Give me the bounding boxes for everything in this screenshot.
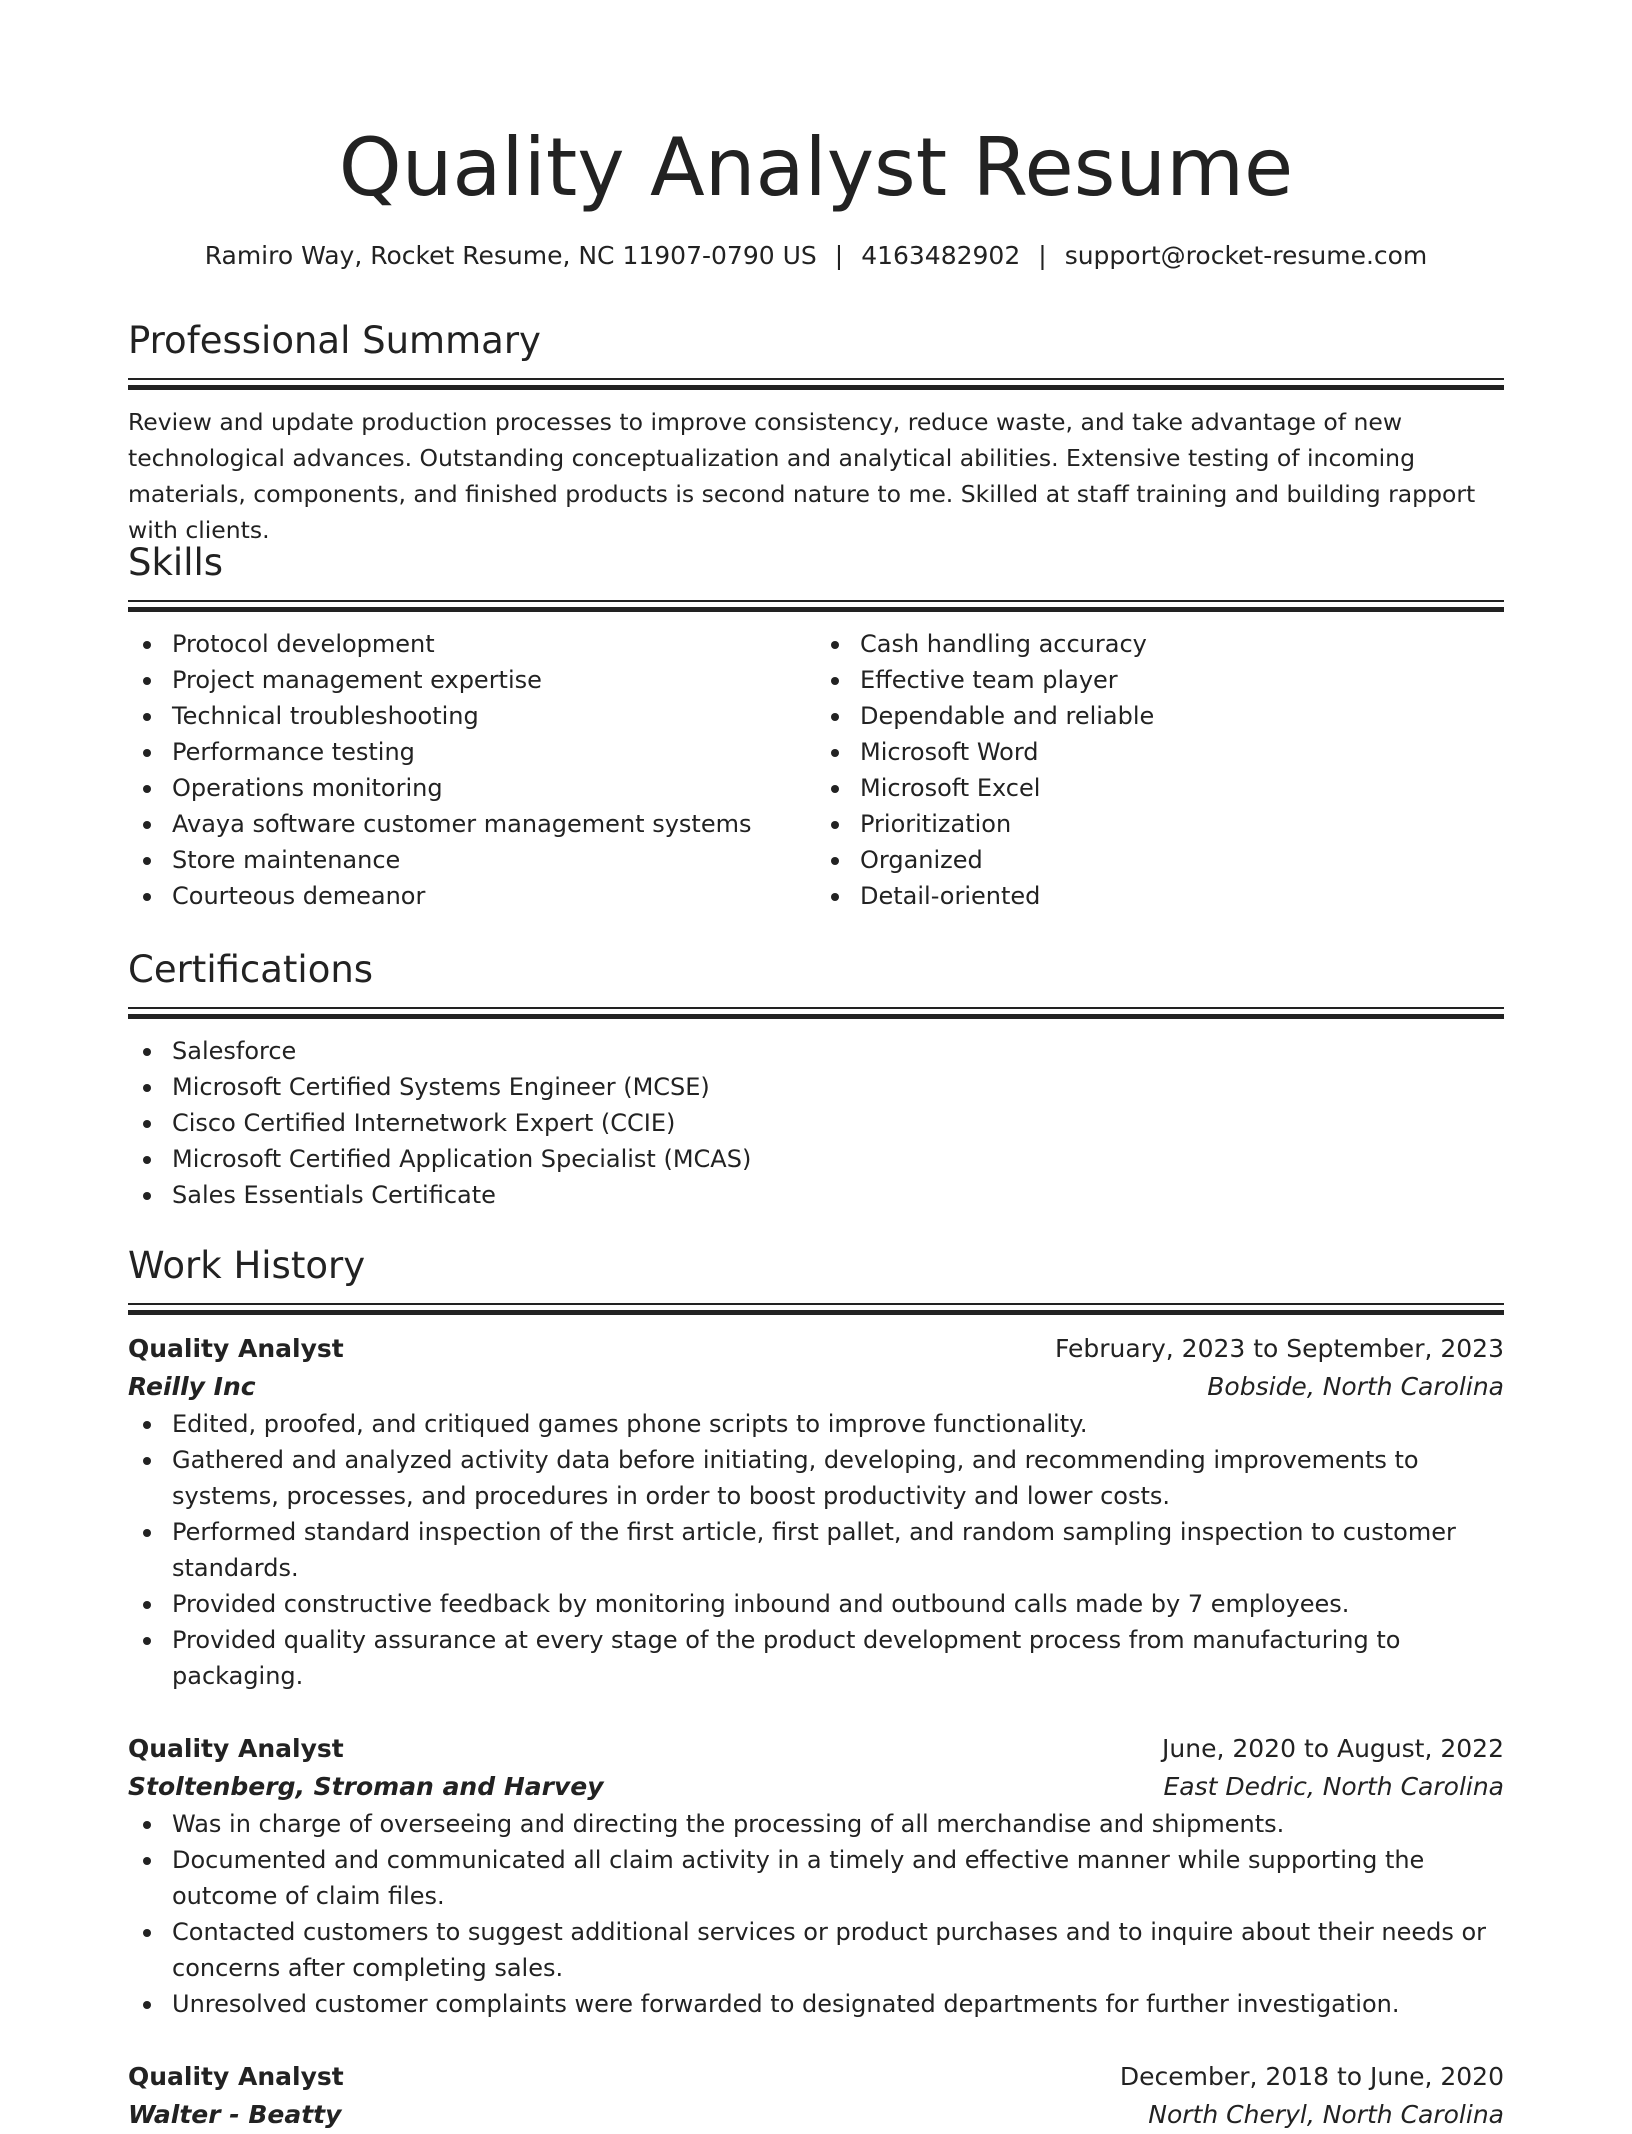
certification-item: Cisco Certified Internetwork Expert (CCIE) (172, 1105, 1504, 1141)
summary-heading: Professional Summary (128, 319, 541, 362)
section-rule (128, 600, 1504, 602)
section-rule (128, 1007, 1504, 1009)
contact-separator: | (1038, 241, 1047, 270)
certification-item: Sales Essentials Certificate (172, 1177, 1504, 1213)
skill-item: Project management expertise (172, 662, 816, 698)
work-history-section (128, 1241, 1504, 2134)
section-rule (128, 378, 1504, 380)
job-header-row (128, 1330, 1504, 1368)
section-rule (128, 1303, 1504, 1305)
job-bullet: Edited, proofed, and critiqued games phone scripts to improve functionality. (172, 1406, 1504, 1442)
contact-line (128, 236, 1504, 276)
contact-email: support@rocket-resume.com (1064, 241, 1428, 270)
skills-column-left (128, 626, 816, 914)
skill-item: Avaya software customer management systems (172, 806, 816, 842)
skills-column-right (816, 626, 1504, 914)
skill-item: Operations monitoring (172, 770, 816, 806)
certifications-heading: Certifications (128, 948, 374, 991)
skills-heading: Skills (128, 541, 224, 584)
job-bullet: Was in charge of overseeing and directing the processing of all merchandise and shipments. (172, 1806, 1504, 1842)
skill-item: Organized (860, 842, 1504, 878)
job-bullets (128, 1406, 1504, 1694)
job-location: North Cheryl, North Carolina (1148, 2100, 1504, 2129)
contact-address: Ramiro Way, Rocket Resume, NC 11907-0790 US (204, 241, 817, 270)
resume-title: Quality Analyst Resume (338, 121, 1294, 214)
job-header-row (128, 1730, 1504, 1768)
skill-item: Cash handling accuracy (860, 626, 1504, 662)
job-company-row (128, 1768, 1504, 1806)
job-company: Reilly Inc (128, 1372, 256, 1401)
job-entry (128, 1330, 1504, 1694)
work-history-heading: Work History (128, 1244, 366, 1287)
section-rule-thick (128, 385, 1504, 390)
skill-item: Store maintenance (172, 842, 816, 878)
skill-item: Prioritization (860, 806, 1504, 842)
skill-item: Microsoft Excel (860, 770, 1504, 806)
job-bullet: Contacted customers to suggest additional services or product purchases and to inquire about their needs or concerns after completing sales. (172, 1914, 1504, 1986)
section-rule-thick (128, 1310, 1504, 1315)
job-bullet: Documented and communicated all claim activity in a timely and effective manner while supporting the outcome of claim files. (172, 1842, 1504, 1914)
job-title: Quality Analyst (128, 1734, 344, 1763)
skill-item: Performance testing (172, 734, 816, 770)
job-dates: June, 2020 to August, 2022 (1162, 1734, 1504, 1763)
certification-item: Microsoft Certified Application Specialist (MCAS) (172, 1141, 1504, 1177)
job-company-row (128, 1368, 1504, 1406)
certifications-section (128, 945, 1504, 1213)
skill-item: Dependable and reliable (860, 698, 1504, 734)
job-dates: February, 2023 to September, 2023 (1055, 1334, 1504, 1363)
section-rule-thick (128, 1014, 1504, 1019)
skills-section (128, 538, 1504, 914)
job-dates: December, 2018 to June, 2020 (1119, 2062, 1504, 2091)
job-bullets (128, 1806, 1504, 2022)
job-location: Bobside, North Carolina (1207, 1372, 1504, 1401)
certification-item: Microsoft Certified Systems Engineer (MCSE) (172, 1069, 1504, 1105)
job-header-row (128, 2058, 1504, 2096)
contact-phone: 4163482902 (861, 241, 1021, 270)
skill-item: Detail-oriented (860, 878, 1504, 914)
skill-item: Technical troubleshooting (172, 698, 816, 734)
job-title: Quality Analyst (128, 1334, 344, 1363)
certification-item: Salesforce (172, 1033, 1504, 1069)
job-location: East Dedric, North Carolina (1163, 1772, 1504, 1801)
job-company: Stoltenberg, Stroman and Harvey (128, 1772, 604, 1801)
certifications-list (128, 1033, 1504, 1213)
skills-grid (128, 626, 1504, 914)
job-bullet: Gathered and analyzed activity data before initiating, developing, and recommending improvements to systems, processes, and procedures in order to boost productivity and lower costs. (172, 1442, 1504, 1514)
skill-item: Protocol development (172, 626, 816, 662)
job-bullet: Unresolved customer complaints were forwarded to designated departments for further investigation. (172, 1986, 1504, 2022)
job-company-row (128, 2096, 1504, 2134)
job-bullet: Provided constructive feedback by monitoring inbound and outbound calls made by 7 employees. (172, 1586, 1504, 1622)
summary-section (128, 316, 1504, 548)
contact-separator: | (834, 241, 844, 270)
job-title: Quality Analyst (128, 2062, 344, 2091)
job-company: Walter - Beatty (128, 2100, 342, 2129)
job-bullet: Provided quality assurance at every stage of the product development process from manufacturing to packaging. (172, 1622, 1504, 1694)
job-bullet: Performed standard inspection of the first article, first pallet, and random sampling inspection to customer standards. (172, 1514, 1504, 1586)
summary-text: Review and update production processes to improve consistency, reduce waste, and take advantage of new technological advances. Outstanding conceptualization and analytical abilities. Extensive testing of incoming materials, components, and finished products is second nature to me. Skilled at staff training and building rapport with clients. (128, 408, 1476, 544)
section-rule-thick (128, 607, 1504, 612)
skill-item: Effective team player (860, 662, 1504, 698)
skill-item: Courteous demeanor (172, 878, 816, 914)
job-entry (128, 2058, 1504, 2134)
skill-item: Microsoft Word (860, 734, 1504, 770)
job-entry (128, 1730, 1504, 2022)
jobs-list (128, 1330, 1504, 2134)
